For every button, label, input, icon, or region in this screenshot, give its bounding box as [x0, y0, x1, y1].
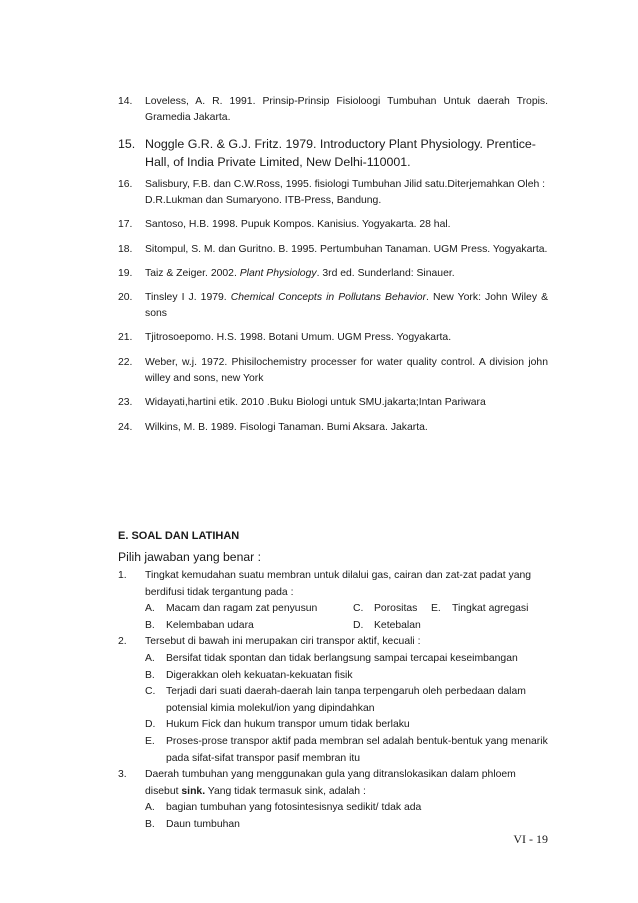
- reference-text-part: Taiz & Zeiger. 2002.: [145, 268, 240, 279]
- instruction-text: Pilih jawaban yang benar :: [118, 550, 261, 564]
- option-c: [145, 684, 550, 717]
- reference-number: 17.: [118, 219, 133, 230]
- reference-item: [118, 355, 548, 387]
- reference-title-italic: Chemical Concepts in Pollutans Behavior: [230, 292, 427, 303]
- reference-item: [118, 242, 548, 258]
- option-e: [431, 601, 550, 618]
- option-letter: D.: [145, 719, 156, 731]
- reference-item: [118, 420, 548, 436]
- reference-number: 14.: [118, 96, 133, 107]
- option-text: Tingkat agregasi: [452, 603, 529, 615]
- option-d: [353, 618, 431, 635]
- reference-item: [118, 135, 548, 171]
- option-list: [145, 800, 550, 833]
- option-text: Porositas: [374, 603, 418, 615]
- reference-number: 21.: [118, 332, 133, 343]
- reference-number: 22.: [118, 357, 133, 368]
- page-number: VI - 19: [513, 832, 548, 846]
- question-keyword: sink.: [181, 785, 206, 797]
- option-letter: C.: [353, 603, 364, 615]
- reference-number: 20.: [118, 292, 133, 303]
- option-text: Macam dan ragam zat penyusun: [166, 603, 318, 615]
- option-list: [145, 651, 550, 767]
- option-letter: A.: [145, 802, 155, 814]
- option-text: Bersifat tidak spontan dan tidak berlangsung sampai tercapai keseimbangan: [166, 652, 518, 664]
- option-letter: A.: [145, 652, 155, 664]
- reference-text: Widayati,hartini etik. 2010 .Buku Biologi untuk SMU.jakarta;Intan Pariwara: [145, 397, 486, 408]
- option-letter: B.: [145, 619, 155, 631]
- question-text: [145, 767, 550, 800]
- option-letter: B.: [145, 669, 155, 681]
- reference-number: 24.: [118, 422, 133, 433]
- reference-text: Salisbury, F.B. dan C.W.Ross, 1995. fisiologi Tumbuhan Jilid satu.Diterjemahkan Oleh : D.R.Lukman dan Sumaryono. ITB-Press, Bandung.: [145, 179, 546, 206]
- reference-text-part: Tinsley I J. 1979.: [145, 292, 231, 303]
- reference-text: [145, 268, 455, 279]
- reference-text-part: . New York: John Wiley & sons: [145, 292, 549, 319]
- option-letter: E.: [431, 603, 441, 615]
- option-text: Proses-prose transpor aktif pada membran sel adalah bentuk-bentuk yang menarik pada sifat-sifat transpor pasif membran itu: [166, 735, 548, 764]
- reference-item: [118, 330, 548, 346]
- option-text: Digerakkan oleh kekuatan-kekuatan fisik: [166, 669, 353, 681]
- section-title: E. SOAL DAN LATIHAN: [118, 530, 240, 542]
- reference-item: [118, 290, 548, 322]
- reference-number: 23.: [118, 397, 133, 408]
- question-item: [118, 568, 550, 634]
- reference-text: Wilkins, M. B. 1989. Fisologi Tanaman. Bumi Aksara. Jakarta.: [145, 422, 428, 433]
- option-b: [145, 817, 550, 834]
- reference-title-italic: Plant Physiology: [239, 268, 317, 279]
- option-b: [145, 618, 353, 635]
- reference-text: Noggle G.R. & G.J. Fritz. 1979. Introductory Plant Physiology. Prentice-Hall, of India Private Limited, New Delhi-110001.: [145, 137, 536, 169]
- reference-text: Sitompul, S. M. dan Guritno. B. 1995. Pertumbuhan Tanaman. UGM Press. Yogyakarta.: [145, 244, 548, 255]
- reference-text: Weber, w.j. 1972. Phisilochemistry processer for water quality control. A division john willey and sons, new York: [145, 357, 548, 384]
- question-list: [118, 568, 550, 834]
- reference-text: Tjitrosoepomo. H.S. 1998. Botani Umum. UGM Press. Yogyakarta.: [145, 332, 452, 343]
- question-number: 1.: [118, 570, 127, 581]
- option-text: Terjadi dari suati daerah-daerah lain tanpa terpengaruh oleh perbedaan dalam potensial kimia molekul/ion yang dipindahkan: [166, 686, 526, 714]
- reference-number: 15.: [118, 137, 136, 151]
- option-grid: [145, 601, 550, 634]
- question-text: Tersebut di bawah ini merupakan ciri transpor aktif, kecuali :: [145, 636, 421, 648]
- reference-text: Loveless, A. R. 1991. Prinsip-Prinsip Fisioloogi Tumbuhan Untuk daerah Tropis. Gramedia Jakarta.: [145, 96, 548, 123]
- reference-number: 19.: [118, 268, 133, 279]
- option-text: Daun tumbuhan: [166, 818, 240, 830]
- option-e: [145, 734, 550, 767]
- reference-number: 18.: [118, 244, 133, 255]
- reference-item: [118, 177, 548, 209]
- option-text: Hukum Fick dan hukum transpor umum tidak berlaku: [166, 719, 410, 731]
- option-letter: C.: [145, 686, 156, 698]
- question-item: [118, 767, 550, 833]
- reference-number: 16.: [118, 179, 133, 190]
- reference-item: [118, 217, 548, 233]
- option-d: [145, 717, 550, 734]
- reference-item: [118, 94, 548, 126]
- question-text-part: Daerah tumbuhan yang menggunakan gula yang ditranslokasikan dalam phloem disebut: [145, 769, 516, 797]
- reference-list: [118, 94, 548, 436]
- option-c: [353, 601, 431, 618]
- option-letter: D.: [353, 619, 364, 631]
- option-letter: E.: [145, 735, 155, 747]
- option-a: [145, 651, 550, 668]
- option-b: [145, 668, 550, 685]
- option-text: Kelembaban udara: [166, 619, 254, 631]
- question-text-part: Yang tidak termasuk sink, adalah :: [205, 785, 366, 797]
- option-a: [145, 601, 353, 618]
- reference-item: [118, 395, 548, 411]
- question-number: 2.: [118, 636, 127, 648]
- option-letter: B.: [145, 818, 155, 830]
- option-text: bagian tumbuhan yang fotosintesisnya sedikit/ tdak ada: [166, 802, 422, 814]
- question-number: 3.: [118, 769, 127, 781]
- reference-text-part: . 3rd ed. Sunderland: Sinauer.: [316, 268, 455, 279]
- reference-text: [145, 290, 548, 322]
- option-a: [145, 800, 550, 817]
- reference-text: Santoso, H.B. 1998. Pupuk Kompos. Kanisius. Yogyakarta. 28 hal.: [145, 219, 451, 230]
- option-text: Ketebalan: [374, 619, 421, 631]
- question-text: Tingkat kemudahan suatu membran untuk dilalui gas, cairan dan zat-zat padat yang berdifusi tidak tergantung pada :: [145, 570, 532, 598]
- question-item: [118, 634, 550, 767]
- reference-item: [118, 266, 548, 282]
- option-letter: A.: [145, 603, 155, 615]
